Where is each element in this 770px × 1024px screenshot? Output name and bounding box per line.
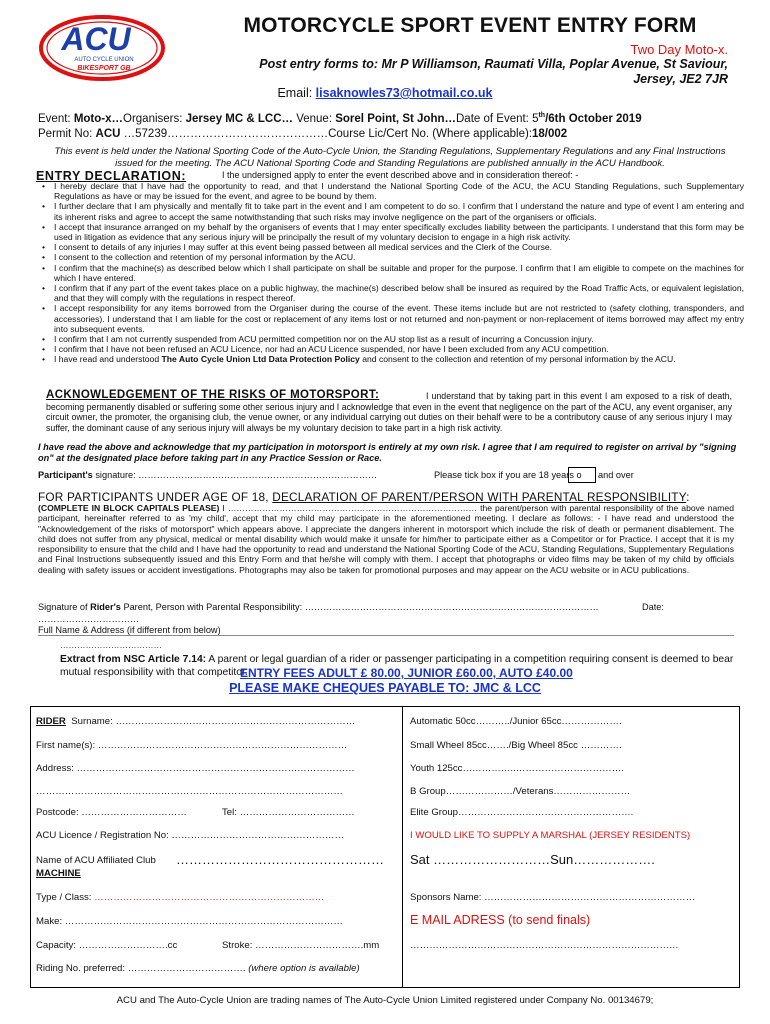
declaration-list xyxy=(36,181,744,365)
block-capitals-note: (COMPLETE IN BLOCK CAPITALS PLEASE) xyxy=(38,503,220,513)
risk-statement: I have read the above and acknowledge that my participation in motorsport is entirely at my own risk. I agree that I am required to register on arrival by "signing on" at the designated place before taking part in any Practice Session or Race. xyxy=(38,442,737,463)
riding-label: Riding No. preferred: ………………………………. xyxy=(36,963,249,974)
address-field[interactable]: Address: …………………………………………………………………………… xyxy=(36,763,355,774)
entry-declaration-note: I the undersigned apply to enter the event described above and in consideration thereof: - xyxy=(222,170,579,180)
permit-label: Permit No: xyxy=(38,127,96,140)
participant-label: Participant's xyxy=(38,470,93,480)
event-label: Event: xyxy=(38,112,74,125)
extract-bold: Extract from NSC Article 7.14: xyxy=(60,654,207,665)
tick-text: Please tick box if you are 18 years o xyxy=(434,470,582,480)
extract-text: A parent or legal guardian of a rider or passenger participating in a competition requiring consent is deemed to bear mutual responsibility with that competitor. xyxy=(60,654,734,678)
participant-signature-line xyxy=(38,470,738,480)
class-youth[interactable]: Youth 125cc……………..……………………………. xyxy=(410,763,624,774)
firstname-field[interactable]: First name(s): …………………………………………………………………… xyxy=(36,740,348,751)
typeclass-label: Type / Class: xyxy=(36,892,95,903)
tick-after: and over xyxy=(598,470,634,480)
list-item: • I further declare that I am physically and mentally fit to take part in the event and I am competent to do so. I confirm that I understand the nature and type of event I am entering and its inherent risks and agree to accept the same notwithstanding that such risks may involve negligence on the part of the organisers or officials. xyxy=(46,201,744,221)
under18-heading-a: FOR PARTICIPANTS UNDER AGE OF 18, xyxy=(38,490,273,504)
list-item: • I accept that insurance arranged on my behalf by the organisers of events that I may enter specifically excludes liability between the participants. I understand that this form may be used in litigation as evidence that any serious injury will be principally the result of my voluntary decision to engage in a high risk activity. xyxy=(46,222,744,242)
parent-signature-field[interactable]: Parent, Person with Parental Responsibility: …………………………………………………………………………………… xyxy=(120,602,599,612)
sat-sun-field[interactable]: Sat ………………………Sun………………. xyxy=(410,852,655,867)
permit-value: …57239……………………………………Course Lic/Cert No. (Where applicable): xyxy=(120,127,532,140)
logo-main-text: ACU xyxy=(61,21,131,57)
date-label: Date of Event: 5 xyxy=(456,112,539,125)
class-elite[interactable]: Elite Group………………………………………………. xyxy=(410,807,634,818)
course-lic-value: 18/002 xyxy=(532,127,568,140)
signature-field[interactable]: signature: …………………………………………………………………… xyxy=(92,470,378,480)
email-link[interactable]: lisaknowles73@hotmail.co.uk xyxy=(315,86,493,100)
list-item: • I hereby declare that I have had the opportunity to read, and that I understand the National Sporting Code of the ACU, the ACU Standing Regulations, such Supplementary Regulations as have or may be issued for the event, and agree to be bound by them. xyxy=(46,181,744,201)
event-details xyxy=(38,108,738,142)
email-line xyxy=(0,86,770,100)
acu-logo xyxy=(38,14,166,82)
list-item: • I confirm that if any part of the event takes place on a public highway, the machine(s) described below shall be insured as required by the Road Traffic Acts, or equivalent legislation, and that they will comply with the regulations in respect thereof. xyxy=(46,283,744,303)
entry-fees: ENTRY FEES ADULT £ 80.00, JUNIOR £60.00, AUTO £40.00 xyxy=(240,666,573,680)
class-auto50[interactable]: Automatic 50cc………../Junior 65cc………………. xyxy=(410,716,622,727)
footer-text: ACU and The Auto-Cycle Union are trading names of The Auto-Cycle Union Limited registered under Company No. 00134679; xyxy=(116,995,654,1006)
intro-text: This event is held under the National Sporting Code of the Auto-Cycle Union, the Standing Regulations, Supplementary Regulations and any Final Instructions issued for the meeting. The ACU National Sporting Code and Standing Regulations are published annually in the ACU Handbook. xyxy=(54,146,726,169)
divider xyxy=(38,635,734,636)
logo-line2: BIKESPORT GB xyxy=(77,65,131,72)
typeclass-field[interactable] xyxy=(36,892,324,903)
event-value: Moto-x… xyxy=(73,112,123,125)
date-sup: th xyxy=(538,112,546,119)
organisers-value: Jersey MC & LCC… xyxy=(185,112,294,125)
parent-declaration xyxy=(38,503,734,575)
sig-b: Rider's xyxy=(90,602,121,612)
cheques-payable: PLEASE MAKE CHEQUES PAYABLE TO: JMC & LCC xyxy=(229,681,541,695)
typeclass-dots[interactable]: ……………………………………………………………… xyxy=(94,892,325,903)
dp-policy-link[interactable]: The Auto Cycle Union Ltd Data Protection Policy xyxy=(161,354,360,365)
event-subtitle: Two Day Moto-x. xyxy=(630,42,728,57)
list-item: • I confirm that I have not been refused an ACU Licence, nor had an ACU Licence suspended, nor have I been excluded from any ACU competition. xyxy=(46,344,744,354)
list-item: • I consent to details of any injuries I may suffer at this event being passed between all medical services and the Clerk of the Course. xyxy=(46,242,744,252)
list-item xyxy=(46,354,744,364)
under18-heading xyxy=(38,490,690,504)
rider-row[interactable] xyxy=(36,716,355,727)
list-item: • I accept responsibility for any items borrowed from the Organiser during the course of the event. These items include but are not restricted to (safety clothing, transponders, and accessories). I understand that I am liable for the cost or replacement of any items lost or not returned and non-payment or non-replacement of items borrowed may affect my entry into subsequent events. xyxy=(46,303,744,334)
make-field[interactable]: Make: …………………………………………………………………………… xyxy=(36,916,344,927)
email-label: Email: xyxy=(277,86,316,100)
post-line-1: Post entry forms to: Mr P Williamson, Raumati Villa, Poplar Avenue, St Saviour, xyxy=(259,57,728,71)
dp-text-c: and consent to the collection and retention of my personal information by the ACU. xyxy=(359,354,676,365)
venue-value: Sorel Point, St John… xyxy=(335,112,456,125)
riding-note: (where option is available) xyxy=(248,963,360,974)
ack-text: I understand that by taking part in this event I am exposed to a risk of death, becoming permanently disabled or suffering some other serious injury and I acknowledge that even in the event that negligence on the part of the ACU, any event organiser, any circuit owner, the promoter, the organising club, the venue owner, or any individual carrying out duties on their behalf were to be a contributory cause of any serious injury I may suffer, the dominant cause of any serious injury will always be my voluntary decision to take part in a high risk activity. xyxy=(46,391,732,433)
under18-heading-c: : xyxy=(686,490,690,504)
sponsors-field[interactable]: Sponsors Name: ………………………………………………………… xyxy=(410,892,696,903)
email-address-label: E MAIL ADRESS (to send finals) xyxy=(410,913,591,927)
machine-label: MACHINE xyxy=(36,868,81,879)
marshal-option[interactable]: I WOULD LIKE TO SUPPLY A MARSHAL (JERSEY RESIDENTS) xyxy=(410,830,691,841)
full-name-address[interactable]: Full Name & Address (if different from below) xyxy=(38,625,221,635)
licence-field[interactable]: ACU Licence / Registration No: ……………………………………………… xyxy=(36,830,345,841)
address-field-2[interactable]: …………………………………………………………………………………… xyxy=(36,786,343,797)
club-field[interactable]: ………………………………………… xyxy=(176,852,384,867)
sig-a: Signature of xyxy=(38,602,91,612)
form-title: MOTORCYCLE SPORT EVENT ENTRY FORM xyxy=(243,14,697,37)
entry-declaration-heading: ENTRY DECLARATION: xyxy=(36,169,187,183)
post-line-2: Jersey, JE2 7JR xyxy=(633,72,728,86)
tel-field[interactable]: Tel: ……………………………… xyxy=(222,807,355,818)
venue-label: Venue: xyxy=(293,112,336,125)
grid-divider xyxy=(402,706,403,987)
class-bgroup[interactable]: B Group…………………/Veterans…………………… xyxy=(410,786,631,797)
under18-heading-b: DECLARATION OF PARENT/PERSON WITH PARENTAL RESPONSIBILITY xyxy=(272,490,687,504)
address-dots: ……………………………… xyxy=(60,640,162,650)
permit-acu: ACU xyxy=(95,127,121,140)
surname-field[interactable]: Surname: ………………………………………………………………… xyxy=(71,716,356,727)
parent-declaration-text: I …………………………………………………………………………… the parent/person with parental responsibility of the above named participant, hereinafter referred to as 'my child', accept that my child may participate in the aforementioned meeting. I declare as follows: - I have read and understood the "Acknowledgement of the risks of motorsport" which appears above. I appreciate the dangers inherent in motorsport which include the risk of death or permanent disablement. The child does not suffer from any physical, medical or mental disability which would make it unsafe for him/her to participate either as a Competitor or for Practice. I accept that it is my responsibility to ensure that the child and I have had the opportunity to read and understand the National Sporting Code of the ACU, Standing Regulations, Supplementary Regulations and Final Instructions subsequently issued and this Entry Form and that he/she will comply with them. I accept that photographs or video films may be taken of my child by officials dealing with safety issues or accident investigations. Photographs may also be taken for promotional purposes and may appear on the ACU website or in ACU publications. xyxy=(38,503,734,575)
list-item: • I confirm that the machine(s) as described below which I shall participate on shall be suitable and proper for the purpose. I confirm that I am eligible to compete on the machines for which I have entered. xyxy=(46,263,744,283)
ack-heading: ACKNOWLEDGEMENT OF THE RISKS OF MOTORSPORT: xyxy=(46,389,380,401)
parent-dots: …………………………… xyxy=(38,613,140,624)
parent-signature xyxy=(38,602,738,637)
club-label: Name of ACU Affiliated Club xyxy=(36,855,156,866)
rider-label: RIDER xyxy=(36,716,66,727)
list-item: • I consent to the collection and retention of my personal information by the ACU. xyxy=(46,252,744,262)
dp-text-a: I have read and understood xyxy=(54,354,162,365)
postcode-field[interactable]: Postcode: …………………………… xyxy=(36,807,187,818)
list-item: • I confirm that I am not currently suspended from ACU permitted competition nor on the AU stop list as a result of incurring a Concussion injury. xyxy=(46,334,744,344)
organisers-label: Organisers: xyxy=(123,112,186,125)
age-tickbox[interactable] xyxy=(568,467,596,483)
date-label: Date: xyxy=(642,602,664,612)
date-value: /6th October 2019 xyxy=(545,112,642,125)
capacity-field[interactable]: Capacity: ……………………….cc xyxy=(36,940,178,951)
post-address xyxy=(208,57,728,87)
stroke-field[interactable]: Stroke: …………………………….mm xyxy=(222,940,380,951)
logo-line1: AUTO CYCLE UNION xyxy=(74,57,134,63)
class-smallwheel[interactable]: Small Wheel 85cc……./Big Wheel 85cc …………. xyxy=(410,740,622,751)
email-address-field[interactable]: ………………………………………………………………………… xyxy=(410,940,679,951)
riding-number-field[interactable] xyxy=(36,963,360,974)
